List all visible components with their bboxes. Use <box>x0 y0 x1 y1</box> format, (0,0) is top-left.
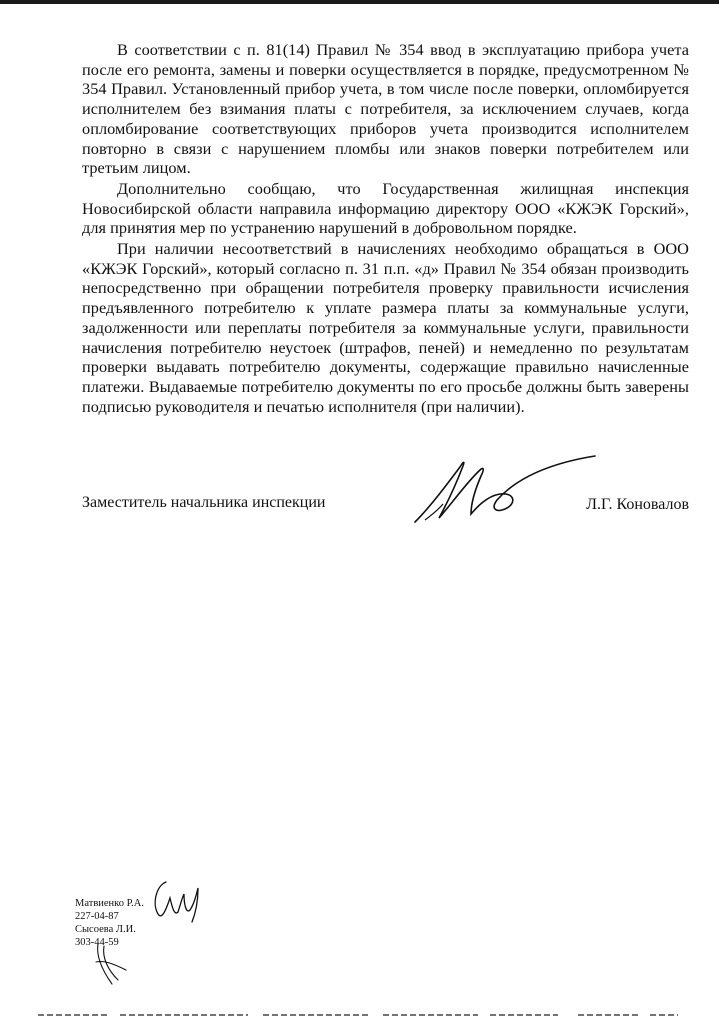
paragraph-discrepancies: При наличии несоответствий в начислениях необходимо обращаться в ООО «КЖЭК Горский», который согласно п. 31 п.п. «д» Правил № 354 обязан производить непосредственно при обращении потребителя проверку правильности исчисления предъявленного потребителю к уплате размера платы за коммунальные услуги, задолженности или переплаты потребителя за коммунальные услуги, правильности начисления потребителю неустоек (штрафов, пеней) и немедленно по результатам проверки выдавать потребителю документы, содержащие правильно начисленные платежи. Выдаваемые потребителю документы по его просьбе должны быть заверены подписью руководителя и печатью исполнителя (при наличии). <box>82 239 689 416</box>
executor-phone: 227-04-87 <box>75 911 119 922</box>
paragraph-inspection-info: Дополнительно сообщаю, что Государственная жилищная инспекция Новосибирской области направила информацию директору ООО «КЖЭК Горский», для принятия мер по устранению нарушений в добровольном порядке. <box>82 178 689 238</box>
letter-body <box>82 40 689 416</box>
paragraph-meter-commissioning: В соответствии с п. 81(14) Правил № 354 ввод в эксплуатацию прибора учета после его ремонта, замены и поверки осуществляется в порядке, предусмотренном № 354 Правил. Установленный прибор учета, в том числе после поверки, опломбируется исполнителем без взимания платы с потребителя, за исключением случаев, когда опломбирование соответствующих приборов учета производится исполнителем повторно в связи с нарушением пломбы или знаков поверки потребителем или третьим лицом. <box>82 40 689 178</box>
executor-name: Сысоева Л.И. <box>75 924 136 935</box>
executor-name: Матвиенко Р.А. <box>75 898 144 909</box>
scan-top-edge <box>0 0 719 4</box>
signatory-name: Л.Г. Коновалов <box>586 496 689 513</box>
executor-initials <box>92 940 130 988</box>
scan-bottom-artifact <box>38 1012 678 1018</box>
handwritten-signature <box>405 452 605 527</box>
executor-signature <box>152 876 204 926</box>
executor-phone: 303-44-59 <box>75 937 119 948</box>
signatory-position: Заместитель начальника инспекции <box>82 494 326 511</box>
